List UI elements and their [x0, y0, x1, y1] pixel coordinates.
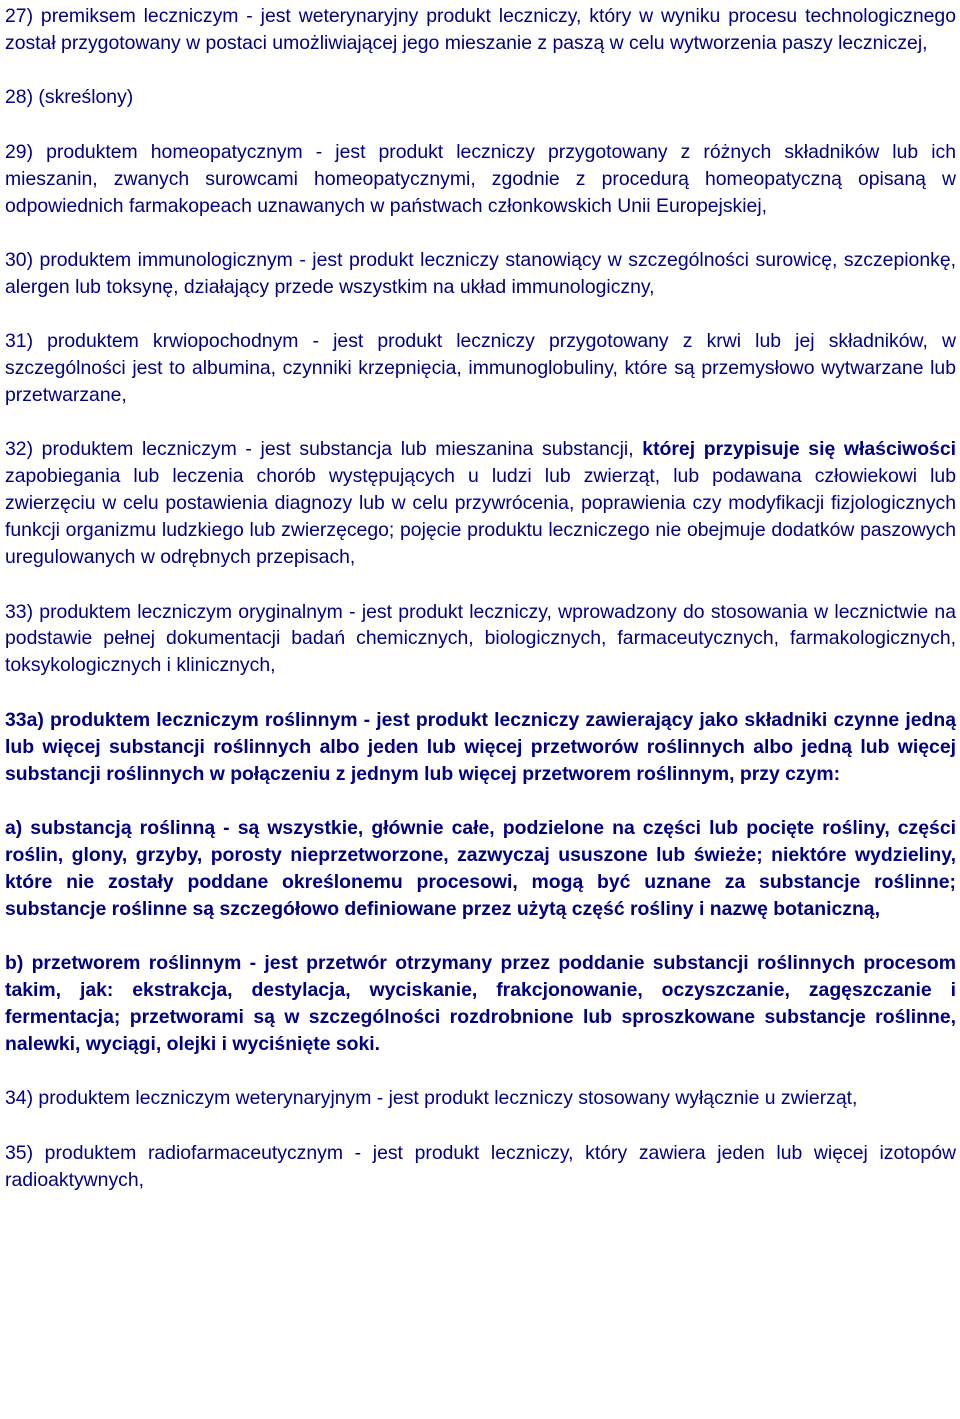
definition-33a-point-b-text: b) przetworem roślinnym - jest przetwór otrzymany przez poddanie substancji roślinnych procesom takim, jak: ekstrakcja, destylacja, wyciskanie, frakcjonowanie, oczyszczanie, zagęszczanie i fermentacja; przetworami są w szczególności rozdrobnione lub sproszkowane substancje roślinne, nalewki, wyciągi, olejki i wyciśnięte soki. [5, 952, 956, 1055]
definition-27-text: 27) premiksem leczniczym - jest weterynaryjny produkt leczniczy, który w wyniku procesu technologicznego został przygotowany w postaci umożliwiającej jego mieszanie z paszą w celu wytworzenia paszy leczniczej, [5, 5, 956, 54]
definition-32-text-start: 32) produktem leczniczym - jest substancja lub mieszanina substancji, [5, 438, 643, 461]
definition-31 [5, 328, 956, 409]
definition-34 [5, 1085, 956, 1112]
definition-33a [5, 707, 956, 788]
definition-33a-point-a-text: a) substancją roślinną - są wszystkie, głównie całe, podzielone na części lub pocięte rośliny, części roślin, glony, grzyby, porosty nieprzetworzone, zazwyczaj ususzone lub świeże; niektóre wydzieliny, które nie zostały poddane określonemu procesowi, mogą być uznane za substancje roślinne; substancje roślinne są szczegółowo definiowane przez użytą część rośliny i nazwę botaniczną, [5, 816, 956, 920]
definition-33a-point-a [5, 815, 956, 923]
definition-29 [5, 139, 956, 220]
definition-33a-point-b [5, 950, 956, 1058]
definition-34-text: 34) produktem leczniczym weterynaryjnym - jest produkt leczniczy stosowany wyłącznie u zwierząt, [5, 1087, 858, 1110]
definition-33a-text: 33a) produktem leczniczym roślinnym - jest produkt leczniczy zawierający jako składniki czynne jedną lub więcej substancji roślinnych albo jeden lub więcej przetworów roślinnych albo jedną lub więcej substancji roślinnych w połączeniu z jednym lub więcej przetworem roślinnym, przy czym: [5, 708, 956, 785]
definition-31-text: 31) produktem krwiopochodnym - jest produkt leczniczy przygotowany z krwi lub jej składników, w szczególności jest to albumina, czynniki krzepnięcia, immunoglobuliny, które są przemysłowo wytwarzane lub przetwarzane, [5, 330, 956, 407]
definition-33 [5, 599, 956, 680]
definition-30 [5, 247, 956, 301]
definition-29-text: 29) produktem homeopatycznym - jest produkt leczniczy przygotowany z różnych składników lub ich mieszanin, zwanych surowcami homeopatycznymi, zgodnie z procedurą homeopatyczną opisaną w odpowiednich farmakopeach uznawanych w państwach członkowskich Unii Europejskiej, [5, 140, 956, 217]
document-body [5, 3, 956, 1193]
definition-30-text: 30) produktem immunologicznym - jest produkt leczniczy stanowiący w szczególności surowicę, szczepionkę, alergen lub toksynę, działający przede wszystkim na układ immunologiczny, [5, 248, 956, 298]
definition-27 [5, 3, 956, 57]
definition-28 [5, 84, 956, 111]
definition-28-text: 28) (skreślony) [5, 86, 134, 109]
definition-32 [5, 436, 956, 571]
definition-33-text: 33) produktem leczniczym oryginalnym - jest produkt leczniczy, wprowadzony do stosowania w lecznictwie na podstawie pełnej dokumentacji badań chemicznych, biologicznych, farmaceutycznych, farmakologicznych, toksykologicznych i klinicznych, [5, 600, 956, 677]
definition-32-bold-phrase: której przypisuje się właściwości [642, 438, 957, 461]
definition-32-text-end: zapobiegania lub leczenia chorób występujących u ludzi lub zwierząt, lub podawana człowiekowi lub zwierzęciu w celu postawienia diagnozy lub w celu przywrócenia, poprawienia czy modyfikacji fizjologicznych funkcji organizmu ludzkiego lub zwierzęcego; pojęcie produktu leczniczego nie obejmuje dodatków paszowych uregulowanych w odrębnych przepisach, [5, 465, 956, 569]
definition-35-text: 35) produktem radiofarmaceutycznym - jest produkt leczniczy, który zawiera jeden lub więcej izotopów radioaktywnych, [5, 1141, 956, 1191]
definition-35 [5, 1140, 956, 1194]
